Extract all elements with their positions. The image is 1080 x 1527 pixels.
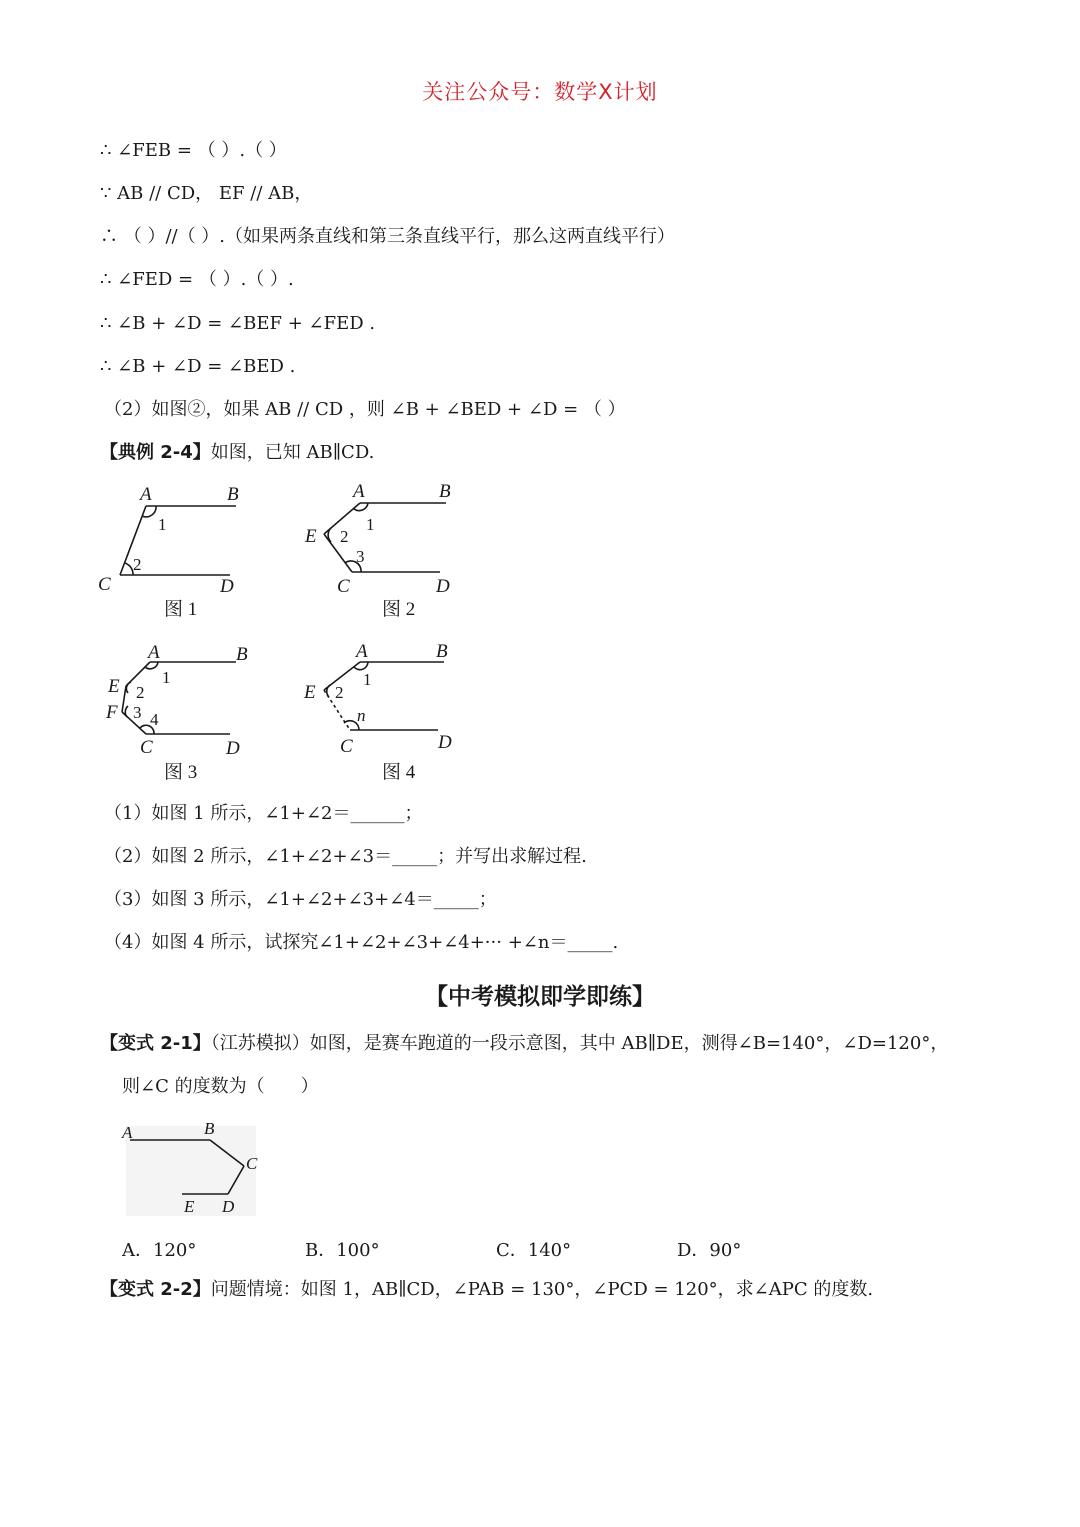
- fig2-label-c: C: [337, 576, 350, 597]
- variant2-line: [100, 1278, 873, 1302]
- fig3-label-d: D: [226, 738, 240, 759]
- fig2-label-a: A: [353, 481, 365, 502]
- variant1-text: （江苏模拟）如图，是赛车跑道的一段示意图，其中 AB∥DE，测得∠B=140°，∠D=120°，: [210, 1033, 949, 1054]
- track-label-d: D: [222, 1197, 235, 1216]
- fig2-label-1: 1: [366, 515, 375, 534]
- option-a[interactable]: A．120°: [122, 1240, 197, 1261]
- variant2-text: 问题情境：如图 1，AB∥CD，∠PAB = 130°，∠PCD = 120°，求∠APC 的度数.: [210, 1279, 874, 1300]
- question-3: （3）如图 3 所示，∠1+∠2+∠3+∠4＝_____；: [104, 889, 497, 910]
- example-heading: [100, 441, 374, 465]
- figure-2: [300, 476, 470, 623]
- proof-line-4: ∴ ∠FED = （ ）.（ ）.: [100, 269, 294, 290]
- track-label-a: A: [122, 1123, 133, 1142]
- variant2-label: 【变式 2-2】: [100, 1279, 211, 1300]
- figure-3: [100, 640, 270, 788]
- fig1-caption: 图 1: [164, 599, 198, 620]
- section-title: 【中考模拟即学即练】: [425, 984, 655, 1010]
- fig1-label-c: C: [98, 574, 111, 595]
- variant1-line-1: [100, 1032, 948, 1056]
- variant1-figure: [118, 1112, 268, 1220]
- proof-line-3: ∴ （ ）//（ ）.（如果两条直线和第三条直线平行，那么这两直线平行）: [100, 226, 676, 247]
- fig3-label-3: 3: [133, 703, 142, 722]
- track-label-b: B: [204, 1119, 215, 1138]
- fig1-label-2: 2: [133, 555, 142, 574]
- proof-line-5: ∴ ∠B + ∠D = ∠BEF + ∠FED .: [100, 313, 376, 334]
- fig1-label-1: 1: [158, 515, 167, 534]
- proof-line-7: （2）如图②，如果 AB // CD ，则 ∠B + ∠BED + ∠D = （ ）: [104, 399, 626, 420]
- fig3-angle-arc-3: [125, 706, 128, 717]
- fig4-label-2: 2: [335, 683, 344, 702]
- proof-line-2: ∵ AB // CD， EF // AB，: [100, 183, 313, 204]
- fig3-label-c: C: [140, 737, 153, 758]
- variant1-line-2: 则∠C 的度数为（ ）: [122, 1076, 319, 1097]
- fig3-label-2: 2: [136, 683, 145, 702]
- example-label: 【典例 2-4】: [100, 442, 211, 463]
- fig3-label-a: A: [148, 642, 160, 663]
- question-4: （4）如图 4 所示，试探究∠1+∠2+∠3+∠4+··· +∠n＝_____.: [104, 932, 619, 953]
- fig2-label-e: E: [305, 526, 317, 547]
- fig3-label-e: E: [108, 676, 120, 697]
- fig1-label-d: D: [220, 576, 234, 597]
- fig4-label-c: C: [340, 736, 353, 757]
- fig4-label-1: 1: [363, 670, 372, 689]
- fig3-angle-arc-2: [126, 682, 131, 693]
- fig2-label-d: D: [436, 576, 450, 597]
- fig1-angle-arc-2: [125, 563, 133, 575]
- fig3-label-1: 1: [162, 668, 171, 687]
- question-1: （1）如图 1 所示，∠1+∠2＝______；: [104, 803, 423, 824]
- fig2-caption: 图 2: [382, 599, 416, 620]
- fig3-label-b: B: [236, 644, 248, 665]
- fig2-label-b: B: [439, 481, 451, 502]
- fig1-label-b: B: [227, 484, 239, 505]
- fig2-label-2: 2: [340, 527, 349, 546]
- fig4-label-e: E: [304, 682, 316, 703]
- fig1-label-a: A: [140, 484, 152, 505]
- option-c[interactable]: C．140°: [496, 1240, 572, 1261]
- track-label-e: E: [184, 1197, 195, 1216]
- figure-4: [298, 638, 473, 788]
- fig3-label-f: F: [106, 702, 118, 723]
- fig4-angle-arc-2: [327, 685, 330, 697]
- figure-1: [90, 478, 260, 623]
- question-2: （2）如图 2 所示，∠1+∠2+∠3＝_____；并写出求解过程.: [104, 846, 587, 867]
- option-b[interactable]: B．100°: [305, 1240, 380, 1261]
- fig2-angle-arc-2: [328, 528, 331, 542]
- fig4-label-b: B: [436, 641, 448, 662]
- fig4-caption: 图 4: [382, 762, 416, 783]
- fig3-label-4: 4: [150, 710, 159, 729]
- proof-line-6: ∴ ∠B + ∠D = ∠BED .: [100, 356, 296, 377]
- proof-line-1: ∴ ∠FEB = （ ）.（ ）: [100, 140, 287, 161]
- track-label-c: C: [246, 1154, 258, 1173]
- fig3-caption: 图 3: [164, 762, 198, 783]
- option-d[interactable]: D．90°: [677, 1240, 742, 1261]
- example-text: 如图，已知 AB∥CD.: [210, 442, 375, 463]
- fig2-label-3: 3: [356, 547, 365, 566]
- fig4-label-a: A: [356, 641, 368, 662]
- fig4-label-d: D: [438, 732, 452, 753]
- page-header: 关注公众号：数学X计划: [422, 80, 658, 104]
- fig4-label-n: n: [357, 706, 366, 725]
- variant1-label: 【变式 2-1】: [100, 1033, 211, 1054]
